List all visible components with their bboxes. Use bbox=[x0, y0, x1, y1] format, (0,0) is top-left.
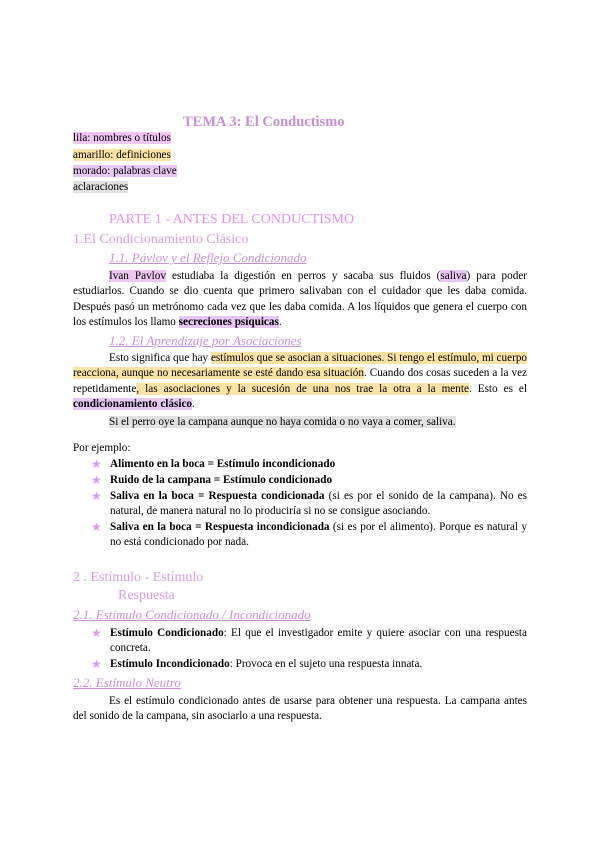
asoc-text-b: . Cuando dos cosas suceden a la vez repetidamente bbox=[73, 367, 528, 395]
paragraph-pavlov bbox=[73, 269, 527, 330]
keyword-secreciones: secreciones psíquicas bbox=[178, 315, 279, 328]
definition-item bbox=[110, 657, 527, 672]
keyword-condicionamiento: condicionamiento clásico bbox=[73, 397, 193, 410]
keyword-saliva: saliva bbox=[440, 270, 467, 282]
star-bullet-icon: ★ bbox=[91, 489, 102, 503]
asoc-text-d: . bbox=[192, 397, 195, 410]
paragraph-neutro: Es el estímulo condicionado antes de usarse para obtener una respuesta. La campana antes del sonido de la campana, sin asociarlo a una respuesta. bbox=[73, 695, 527, 723]
subsection-title-1-1: 1.1. Pávlov y el Reflejo Condicionado bbox=[109, 250, 307, 265]
star-bullet-icon: ★ bbox=[91, 520, 102, 534]
section-title-2-line2: Respuesta bbox=[118, 588, 175, 603]
pavlov-text-b: ) para poder estudiarlos. Cuando se dio cuenta que primero salivaban con el cuidador que les daba comida. Después pasó un metrónomo cada vez que les daba comida. A los líquidos que genera el cuerpo con los estímulos los llamo bbox=[73, 270, 527, 328]
example-item-bold: Ruido de la campana = Estímulo condicionado bbox=[110, 474, 333, 486]
definition-item-text: : Provoca en el sujeto una respuesta innata. bbox=[229, 658, 423, 670]
section-title-2: 2 . Estímulo - Estímulo bbox=[73, 570, 204, 585]
star-bullet-icon: ★ bbox=[91, 473, 102, 487]
legend-aclaraciones bbox=[73, 180, 128, 195]
star-bullet-icon: ★ bbox=[91, 457, 102, 471]
legend-aclaraciones-text: aclaraciones bbox=[73, 181, 129, 193]
example-item-bold: Saliva en la boca = Respuesta incondicionada bbox=[110, 521, 330, 533]
star-bullet-icon: ★ bbox=[91, 657, 102, 671]
section-title-1: 1.El Condicionamiento Clásico bbox=[73, 232, 249, 247]
asoc-text-c: . Esto es el bbox=[468, 382, 527, 395]
example-intro: Por ejemplo: bbox=[73, 442, 131, 454]
example-item bbox=[110, 520, 527, 551]
part-title: PARTE 1 - ANTES DEL CONDUCTISMO bbox=[109, 212, 355, 227]
definition-reaccion: . Si tengo el estímulo, mi cuerpo reacciona, aunque no necesariamente se esté dando esa situación bbox=[73, 352, 528, 380]
page-title: TEMA 3: El Conductismo bbox=[183, 114, 345, 130]
legend-amarillo-text: amarillo: definiciones bbox=[73, 149, 171, 161]
example-item-text: (si es por el sonido de la campana). No es natural, de manera natural no lo produciría si no se consigue asociando. bbox=[110, 490, 527, 518]
pavlov-name: Ivan Pavlov bbox=[109, 270, 166, 282]
subsection-title-2-1: 2.1. Estímulo Condicionado / Incondicionado bbox=[73, 607, 311, 622]
example-item bbox=[110, 457, 527, 472]
pavlov-text-c: . bbox=[278, 315, 282, 328]
definition-item-bold: Estímulo Incondicionado bbox=[110, 658, 230, 670]
pavlov-text-a: estudiaba la digestión en perros y sacaba sus fluidos ( bbox=[165, 270, 441, 282]
asoc-text-a: Esto significa que hay bbox=[109, 352, 211, 364]
definition-item-text: : El que el investigador emite y quiere asociar con una respuesta concreta. bbox=[110, 627, 527, 655]
example-item-text: (si es por el alimento). Porque es natural y no está condicionado por nada. bbox=[110, 521, 527, 549]
star-bullet-icon: ★ bbox=[91, 626, 102, 640]
example-item bbox=[110, 489, 527, 520]
legend-amarillo bbox=[73, 148, 171, 163]
definition-estimulos: estímulos que se asocian a situaciones bbox=[210, 352, 382, 364]
example-item-bold: Alimento en la boca = Estímulo incondicionado bbox=[110, 458, 336, 470]
note-campana bbox=[109, 415, 456, 430]
legend-morado bbox=[73, 164, 177, 179]
definition-asociaciones: , las asociaciones y la sucesión de una nos trae la otra a la mente bbox=[136, 382, 469, 395]
example-item bbox=[110, 473, 527, 488]
paragraph-asociaciones bbox=[73, 351, 527, 412]
subsection-title-1-2: 1.2. El Aprendizaje por Asociaciones bbox=[109, 333, 302, 348]
definition-item bbox=[110, 626, 527, 657]
legend-lila bbox=[73, 131, 171, 146]
definition-item-bold: Estímulo Condicionado bbox=[110, 627, 224, 639]
legend-lila-text: lila: nombres o títulos bbox=[73, 132, 171, 144]
example-item-bold: Saliva en la boca = Respuesta condicionada bbox=[110, 490, 325, 502]
legend-morado-text: morado: palabras clave bbox=[73, 165, 177, 177]
subsection-title-2-2: 2.2. Estímulo Neutro bbox=[73, 675, 181, 690]
note-campana-text: Si el perro oye la campana aunque no haya comida o no vaya a comer, saliva. bbox=[109, 416, 456, 428]
